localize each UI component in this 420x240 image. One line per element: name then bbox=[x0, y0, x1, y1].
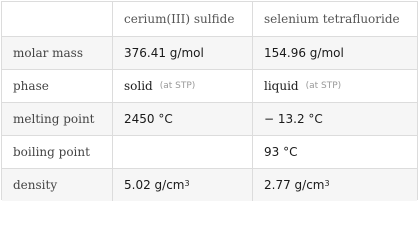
header-cerium-sulfide bbox=[112, 2, 252, 36]
density-col1 bbox=[124, 178, 190, 192]
value-cell-col2 bbox=[252, 70, 417, 102]
molar-mass-col1: 376.41 g/mol bbox=[124, 46, 204, 60]
density-col2 bbox=[264, 178, 330, 192]
comparison-table bbox=[1, 1, 418, 200]
value-cell-col2 bbox=[252, 136, 417, 168]
phase-col1: solid bbox=[124, 79, 153, 93]
table-header-row bbox=[2, 2, 417, 36]
table-row-density bbox=[2, 168, 417, 201]
row-label-cell bbox=[2, 37, 112, 69]
table-row-molar-mass bbox=[2, 36, 417, 69]
table-row-phase bbox=[2, 69, 417, 102]
header-selenium-tetrafluoride bbox=[252, 2, 417, 36]
header-col2-label: selenium tetrafluoride bbox=[264, 12, 400, 26]
row-label: phase bbox=[13, 79, 49, 93]
value-cell-col2 bbox=[252, 169, 417, 201]
row-label-cell bbox=[2, 70, 112, 102]
row-label-cell bbox=[2, 103, 112, 135]
melting-point-col1: 2450 °C bbox=[124, 112, 173, 126]
phase-col2-note: (at STP) bbox=[305, 81, 342, 91]
melting-point-col2: − 13.2 °C bbox=[264, 112, 323, 126]
header-corner-cell bbox=[2, 2, 112, 36]
table-row-boiling-point bbox=[2, 135, 417, 168]
row-label-cell bbox=[2, 136, 112, 168]
value-cell-col1 bbox=[112, 103, 252, 135]
row-label: boiling point bbox=[13, 145, 90, 159]
value-cell-col2 bbox=[252, 37, 417, 69]
density-col2-exponent: 3 bbox=[324, 179, 330, 188]
density-col1-exponent: 3 bbox=[184, 179, 190, 188]
row-label-cell bbox=[2, 169, 112, 201]
value-cell-col1 bbox=[112, 136, 252, 168]
row-label: molar mass bbox=[13, 46, 83, 60]
table-row-melting-point bbox=[2, 102, 417, 135]
value-cell-col1 bbox=[112, 169, 252, 201]
value-cell-col1 bbox=[112, 37, 252, 69]
row-label: density bbox=[13, 178, 58, 192]
density-col1-value: 5.02 g/cm bbox=[124, 178, 185, 192]
value-cell-col1 bbox=[112, 70, 252, 102]
density-col2-value: 2.77 g/cm bbox=[264, 178, 325, 192]
header-col1-label: cerium(III) sulfide bbox=[124, 12, 235, 26]
phase-col2: liquid bbox=[264, 79, 299, 93]
molar-mass-col2: 154.96 g/mol bbox=[264, 46, 344, 60]
row-label: melting point bbox=[13, 112, 95, 126]
value-cell-col2 bbox=[252, 103, 417, 135]
boiling-point-col2: 93 °C bbox=[264, 145, 298, 159]
phase-col1-note: (at STP) bbox=[159, 81, 196, 91]
